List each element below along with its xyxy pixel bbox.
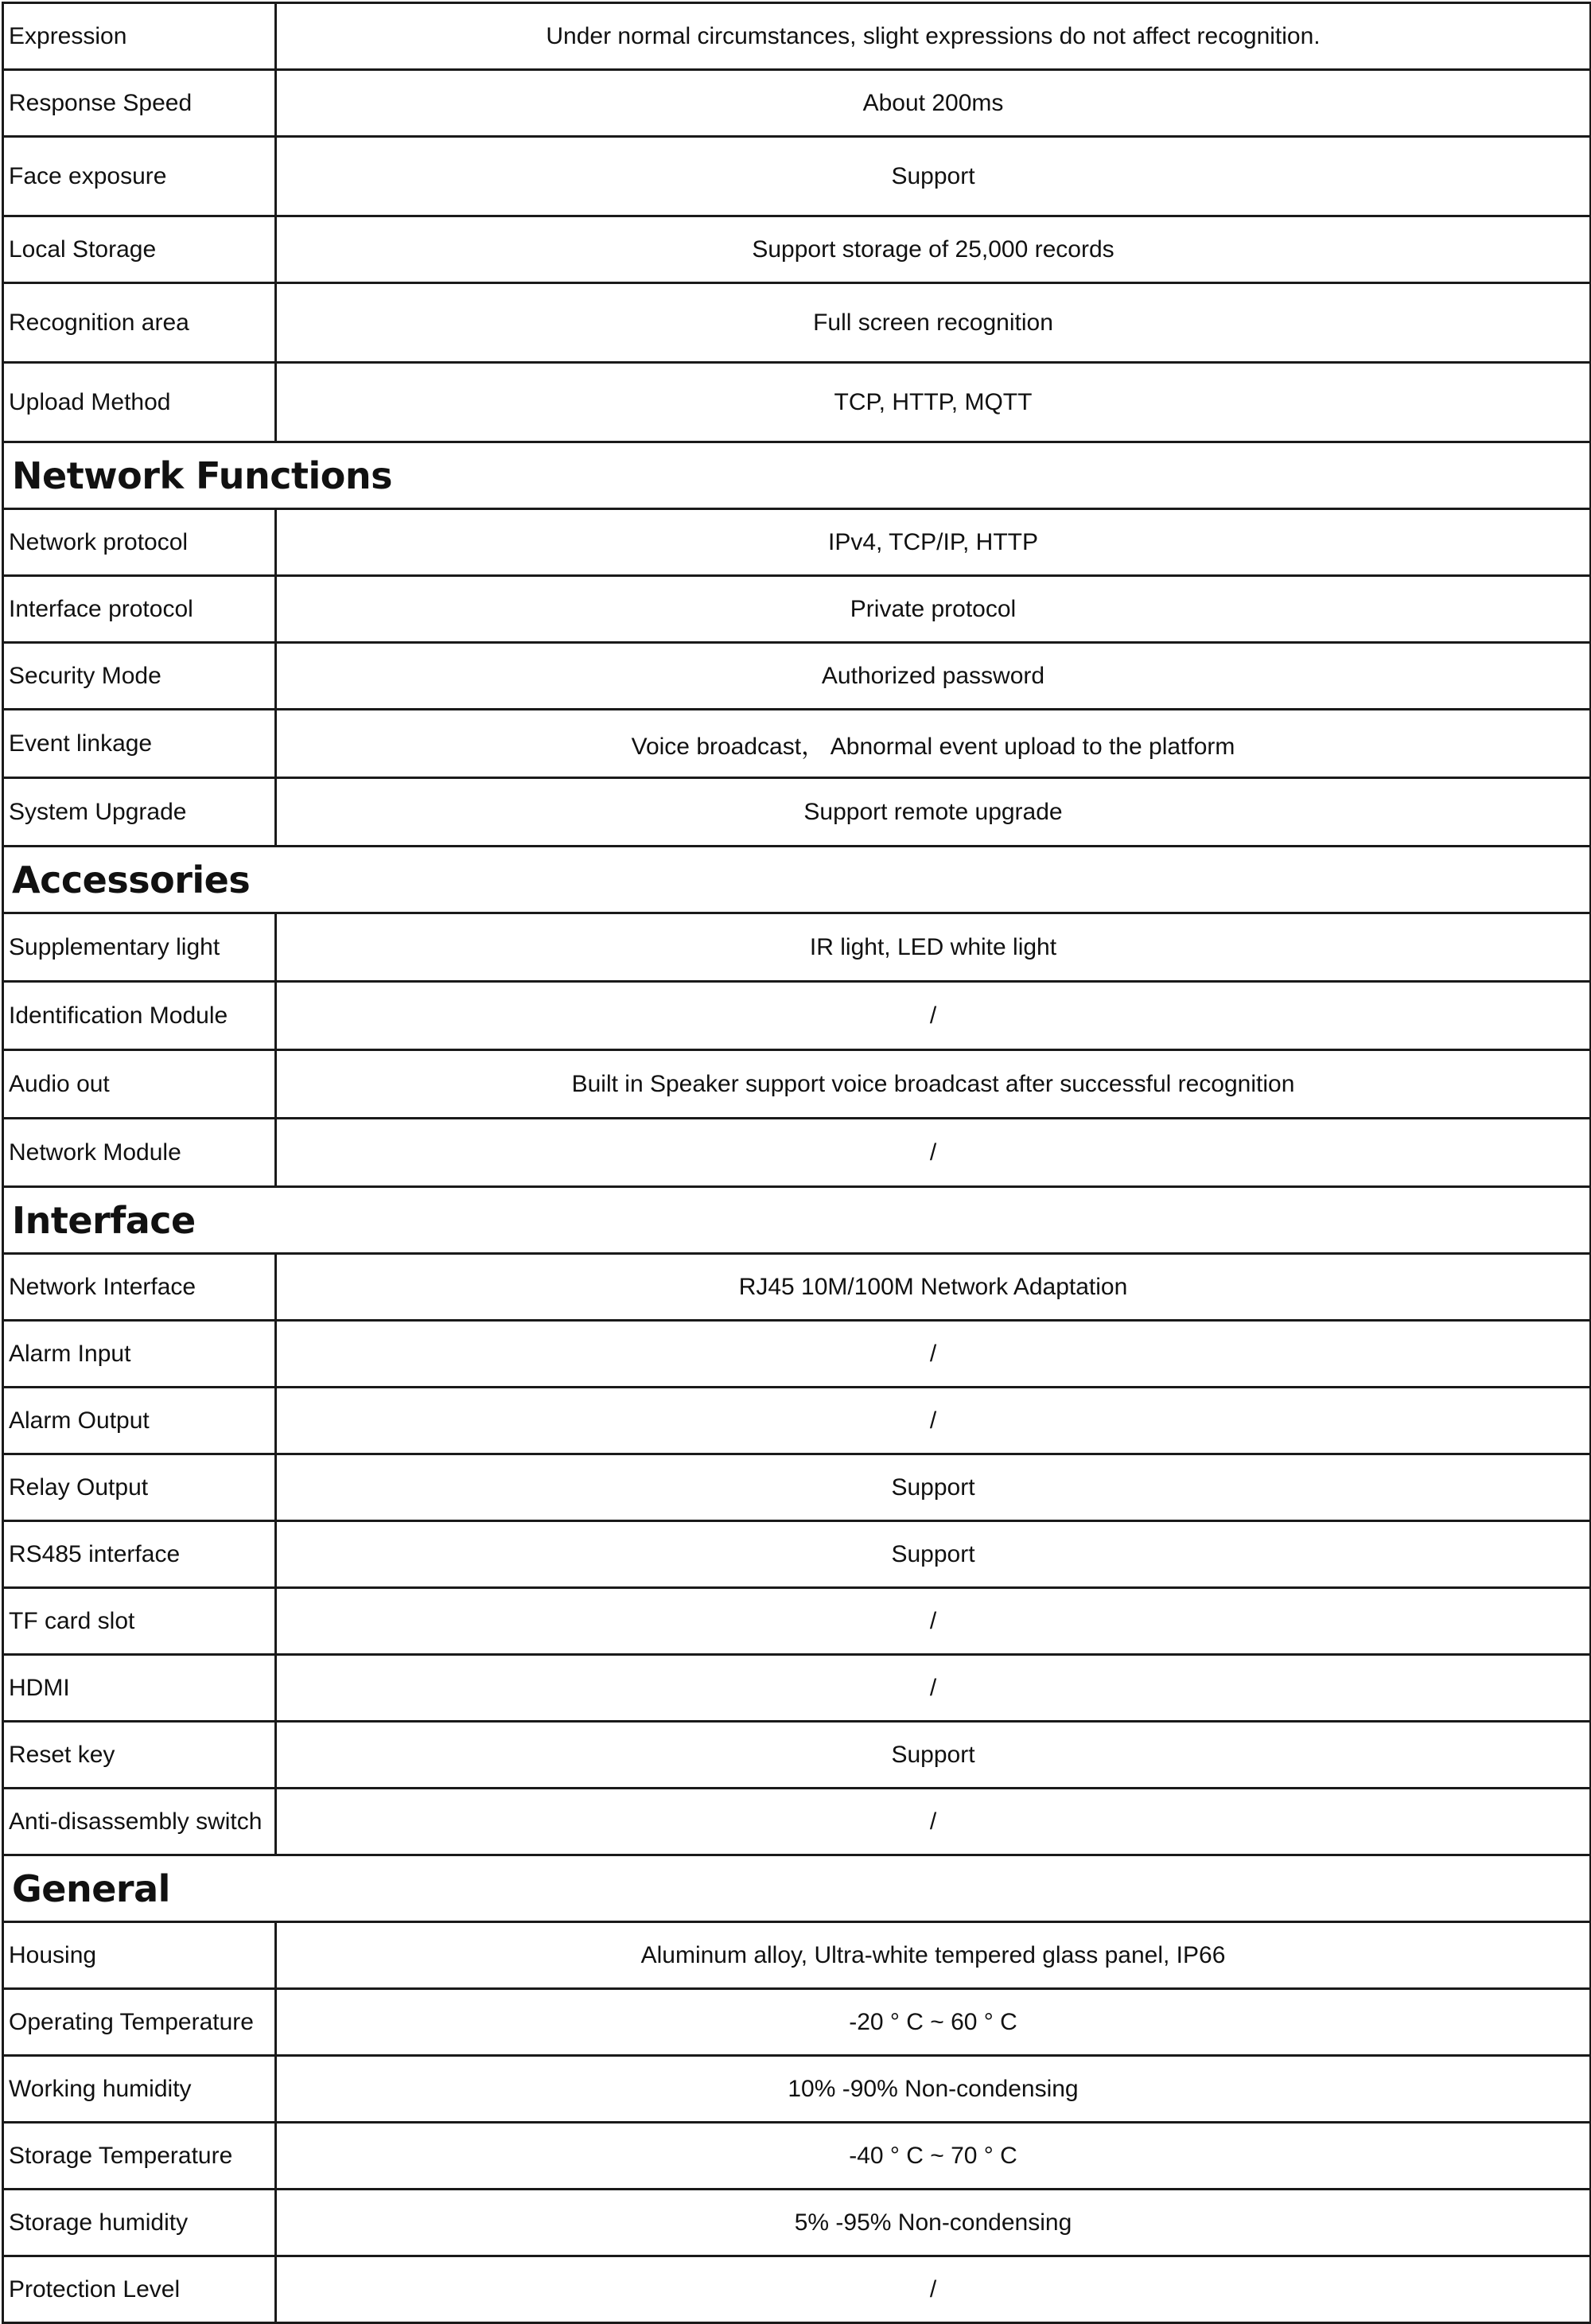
spec-label: Alarm Input (3, 1321, 276, 1388)
spec-label: Upload Method (3, 363, 276, 442)
spec-label: Storage Temperature (3, 2123, 276, 2190)
spec-value: Support (276, 1454, 1591, 1521)
spec-row (3, 2190, 1591, 2256)
spec-row (3, 1321, 1591, 1388)
spec-row (3, 1789, 1591, 1855)
spec-label: Expression (3, 3, 276, 70)
spec-row (3, 576, 1591, 643)
spec-value: IPv4, TCP/IP, HTTP (276, 509, 1591, 576)
spec-label: Event linkage (3, 710, 276, 778)
spec-value: / (276, 1588, 1591, 1655)
section-title: Network Functions (3, 442, 1591, 509)
spec-label: Audio out (3, 1050, 276, 1119)
section-title: General (3, 1855, 1591, 1922)
spec-value: / (276, 1655, 1591, 1722)
spec-value: Under normal circumstances, slight expressions do not affect recognition. (276, 3, 1591, 70)
spec-label: Anti-disassembly switch (3, 1789, 276, 1855)
spec-label: Operating Temperature (3, 1989, 276, 2056)
spec-value: Support storage of 25,000 records (276, 216, 1591, 283)
spec-label: Alarm Output (3, 1388, 276, 1454)
spec-value: About 200ms (276, 70, 1591, 137)
spec-value: / (276, 2256, 1591, 2323)
spec-value: / (276, 982, 1591, 1050)
spec-row (3, 70, 1591, 137)
spec-label: Interface protocol (3, 576, 276, 643)
spec-label: Recognition area (3, 283, 276, 363)
section-title: Interface (3, 1187, 1591, 1254)
spec-value: / (276, 1388, 1591, 1454)
spec-row (3, 1722, 1591, 1789)
spec-label: System Upgrade (3, 778, 276, 847)
spec-value: Support remote upgrade (276, 778, 1591, 847)
spec-row (3, 1119, 1591, 1187)
spec-row (3, 710, 1591, 778)
spec-label: HDMI (3, 1655, 276, 1722)
spec-label: Reset key (3, 1722, 276, 1789)
spec-row (3, 509, 1591, 576)
spec-value: 5% -95% Non-condensing (276, 2190, 1591, 2256)
spec-value: / (276, 1789, 1591, 1855)
spec-row (3, 1989, 1591, 2056)
spec-row (3, 3, 1591, 70)
spec-row (3, 643, 1591, 710)
spec-label: Protection Level (3, 2256, 276, 2323)
spec-row (3, 1655, 1591, 1722)
section-header-row (3, 1855, 1591, 1922)
section-header-row (3, 442, 1591, 509)
spec-row (3, 778, 1591, 847)
spec-row (3, 1454, 1591, 1521)
spec-row (3, 2123, 1591, 2190)
spec-label: TF card slot (3, 1588, 276, 1655)
spec-value: Authorized password (276, 643, 1591, 710)
spec-value: Aluminum alloy, Ultra-white tempered glass panel, IP66 (276, 1922, 1591, 1989)
spec-row (3, 1588, 1591, 1655)
spec-row (3, 1388, 1591, 1454)
spec-label: Housing (3, 1922, 276, 1989)
spec-value: Support (276, 1521, 1591, 1588)
spec-table (2, 2, 1591, 2324)
spec-value: / (276, 1321, 1591, 1388)
spec-label: Network Interface (3, 1254, 276, 1321)
spec-label: Network protocol (3, 509, 276, 576)
spec-row (3, 913, 1591, 982)
spec-row (3, 2056, 1591, 2123)
spec-label: Response Speed (3, 70, 276, 137)
spec-table-body (3, 3, 1591, 2323)
spec-label: RS485 interface (3, 1521, 276, 1588)
spec-label: Security Mode (3, 643, 276, 710)
section-header-row (3, 847, 1591, 913)
spec-value: IR light, LED white light (276, 913, 1591, 982)
spec-value: Voice broadcast， Abnormal event upload to the platform (276, 710, 1591, 778)
spec-row (3, 363, 1591, 442)
spec-value: Support (276, 137, 1591, 216)
spec-value: Full screen recognition (276, 283, 1591, 363)
spec-value: -20 ° C ~ 60 ° C (276, 1989, 1591, 2056)
spec-label: Identification Module (3, 982, 276, 1050)
spec-value: / (276, 1119, 1591, 1187)
spec-row (3, 1922, 1591, 1989)
spec-label: Storage humidity (3, 2190, 276, 2256)
spec-label: Face exposure (3, 137, 276, 216)
spec-row (3, 283, 1591, 363)
spec-row (3, 137, 1591, 216)
spec-label: Relay Output (3, 1454, 276, 1521)
spec-value: Support (276, 1722, 1591, 1789)
spec-label: Working humidity (3, 2056, 276, 2123)
spec-row (3, 1050, 1591, 1119)
spec-value: TCP, HTTP, MQTT (276, 363, 1591, 442)
spec-value: Private protocol (276, 576, 1591, 643)
spec-label: Network Module (3, 1119, 276, 1187)
spec-value: -40 ° C ~ 70 ° C (276, 2123, 1591, 2190)
section-header-row (3, 1187, 1591, 1254)
spec-row (3, 982, 1591, 1050)
section-title: Accessories (3, 847, 1591, 913)
spec-value: RJ45 10M/100M Network Adaptation (276, 1254, 1591, 1321)
spec-row (3, 1521, 1591, 1588)
spec-row (3, 1254, 1591, 1321)
spec-label: Supplementary light (3, 913, 276, 982)
spec-label: Local Storage (3, 216, 276, 283)
spec-value: Built in Speaker support voice broadcast after successful recognition (276, 1050, 1591, 1119)
spec-value: 10% -90% Non-condensing (276, 2056, 1591, 2123)
spec-row (3, 2256, 1591, 2323)
spec-row (3, 216, 1591, 283)
